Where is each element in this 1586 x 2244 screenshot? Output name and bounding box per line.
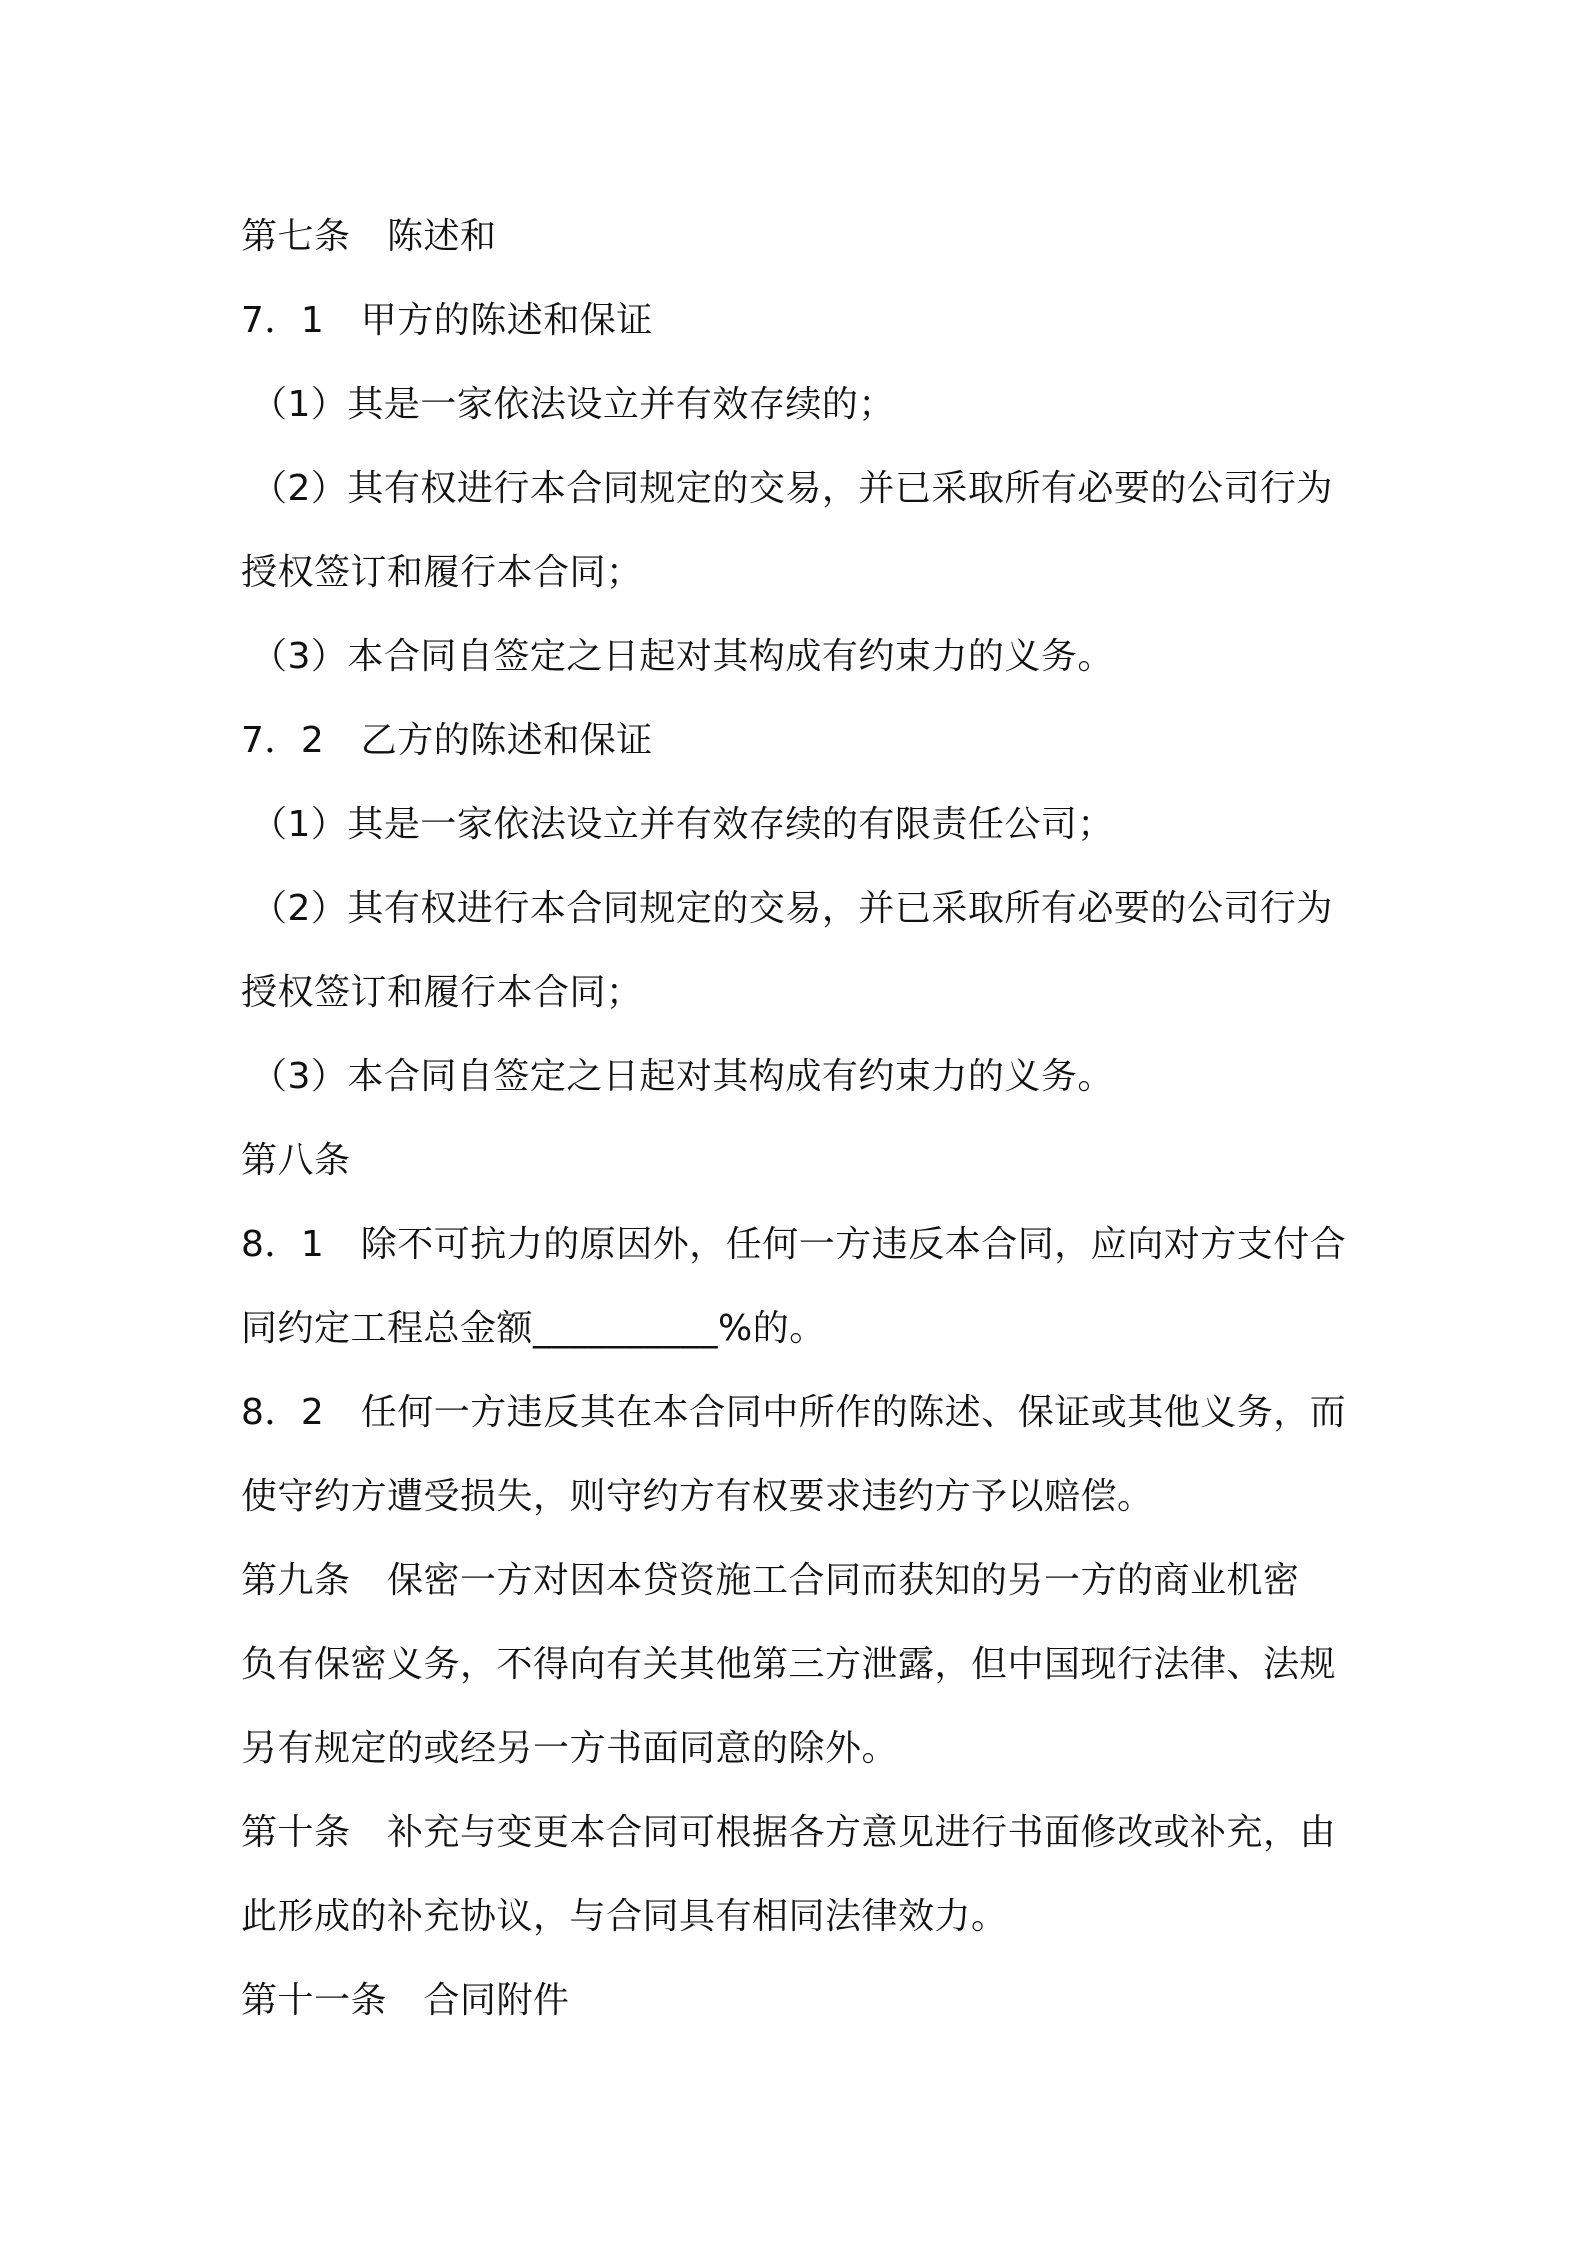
- section-7-1-heading: 7．1 甲方的陈述和保证: [241, 300, 653, 341]
- article-10-text: 第十条 补充与变更本合同可根据各方意见进行书面修改或补充，由: [241, 1812, 1337, 1853]
- section-7-1-item-2: （2）其有权进行本合同规定的交易，并已采取所有必要的公司行为: [251, 468, 1333, 509]
- article-9-text-continued-1: 负有保密义务，不得向有关其他第三方泄露，但中国现行法律、法规: [241, 1644, 1337, 1685]
- document-body: [241, 195, 1361, 2043]
- section-7-1-item-2-continued: 授权签订和履行本合同；: [241, 552, 643, 593]
- article-9-text: 第九条 保密一方对因本贷资施工合同而获知的另一方的商业机密: [241, 1560, 1300, 1601]
- section-7-2-item-2: （2）其有权进行本合同规定的交易，并已采取所有必要的公司行为: [251, 888, 1333, 929]
- article-8-heading: 第八条: [241, 1140, 351, 1181]
- section-7-1-item-1: （1）其是一家依法设立并有效存续的；: [251, 384, 895, 425]
- article-10-text-continued: 此形成的补充协议，与合同具有相同法律效力。: [241, 1896, 1008, 1937]
- section-7-2-item-3: （3）本合同自签定之日起对其构成有约束力的义务。: [251, 1056, 1114, 1097]
- section-8-1-text-continued: 同约定工程总金额__________%的。: [241, 1308, 826, 1349]
- section-8-2-text-continued: 使守约方遭受损失，则守约方有权要求违约方予以赔偿。: [241, 1476, 1154, 1517]
- article-9-text-continued-2: 另有规定的或经另一方书面同意的除外。: [241, 1728, 899, 1769]
- section-7-2-item-1: （1）其是一家依法设立并有效存续的有限责任公司；: [251, 804, 1114, 845]
- section-8-2-text: 8．2 任何一方违反其在本合同中所作的陈述、保证或其他义务，而: [241, 1392, 1347, 1433]
- section-7-2-heading: 7．2 乙方的陈述和保证: [241, 720, 653, 761]
- section-8-1-text: 8．1 除不可抗力的原因外，任何一方违反本合同，应向对方支付合: [241, 1224, 1347, 1265]
- article-7-heading: 第七条 陈述和: [241, 216, 497, 257]
- section-7-1-item-3: （3）本合同自签定之日起对其构成有约束力的义务。: [251, 636, 1114, 677]
- section-7-2-item-2-continued: 授权签订和履行本合同；: [241, 972, 643, 1013]
- article-11-heading: 第十一条 合同附件: [241, 1980, 570, 2021]
